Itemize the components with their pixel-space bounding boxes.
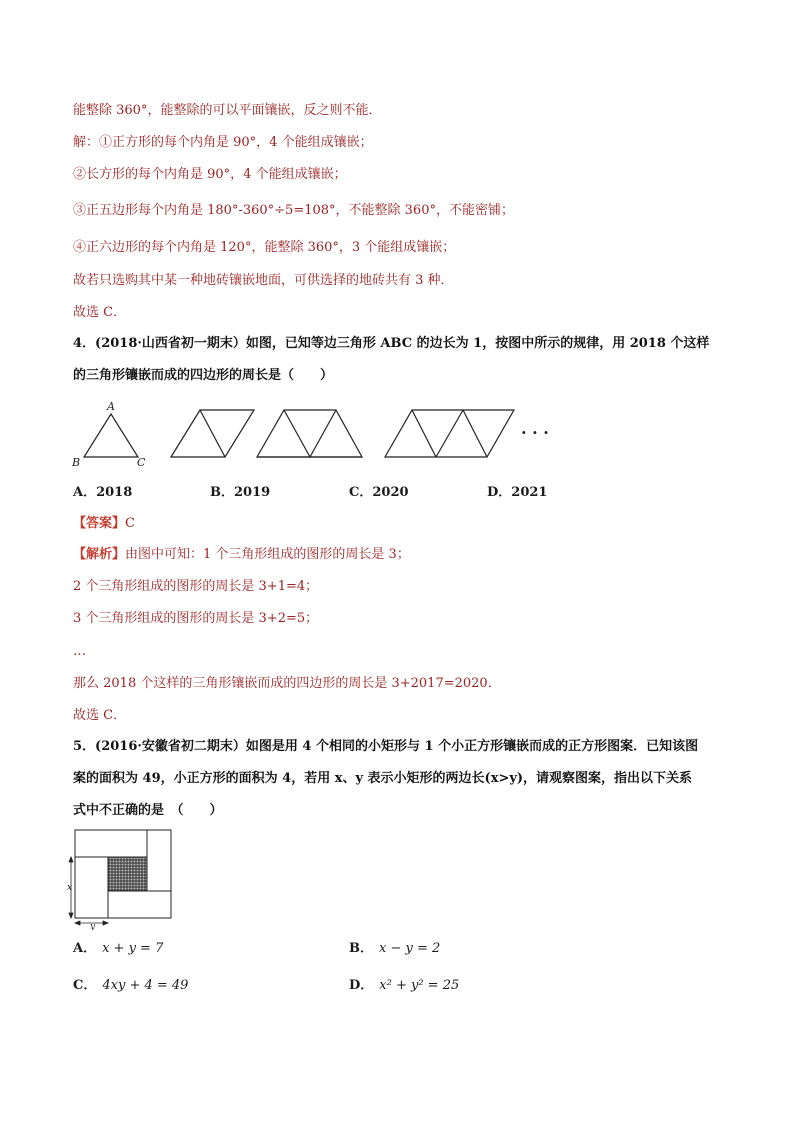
q4-analysis-line6: 故选 C． xyxy=(73,708,127,723)
prev-line-2: 解：①正方形的每个内角是 90°，4 个能组成镶嵌； xyxy=(73,135,373,150)
rect-top xyxy=(75,830,147,857)
rect-bottom xyxy=(108,891,171,918)
figure-three-triangles xyxy=(257,410,362,457)
label-c: C xyxy=(137,456,146,469)
label-b: B xyxy=(72,456,81,469)
q4-option-c: C．2020 xyxy=(349,485,409,500)
q4-stem-line1: 4．(2018·山西省初一期末）如图，已知等边三角形 ABC 的边长为 1，按图中所示的规律，用 2018 个这样 xyxy=(73,336,710,351)
q5-option-a: A． x + y = 7 xyxy=(73,941,164,956)
center-small-square xyxy=(108,857,147,891)
rect-right xyxy=(147,830,171,891)
prev-line-7: 故选 C． xyxy=(73,305,127,320)
prev-line-5: ④正六边形的每个内角是 120°，能整除 360°，3 个能组成镶嵌； xyxy=(73,240,456,255)
q4-option-b: B．2019 xyxy=(210,485,271,500)
q5-option-b: B． x − y = 2 xyxy=(349,941,441,956)
q5-stem-line1: 5．(2016·安徽省初二期末）如图是用 4 个相同的小矩形与 1 个小正方形镶嵌而成的正方形图案．已知该图 xyxy=(73,739,699,754)
q5-stem-line3: 式中不正确的是 （ ） xyxy=(73,803,223,818)
triangle-abc xyxy=(84,414,138,457)
prev-line-1: 能整除 360°，能整除的可以平面镶嵌，反之则不能． xyxy=(73,103,382,118)
q5-option-c: C． 4xy + 4 = 49 xyxy=(73,978,189,993)
q4-analysis-line3: 3 个三角形组成的图形的周长是 3+2=5； xyxy=(73,611,319,626)
q4-analysis-line4: … xyxy=(73,644,86,659)
continuation-dots: · · · xyxy=(521,423,549,442)
label-a: A xyxy=(107,400,115,413)
q5-stem-line2: 案的面积为 49，小正方形的面积为 4，若用 x、y 表示小矩形的两边长(x>y)，请观察图案，指出以下关系 xyxy=(73,771,693,786)
q5-square-figure xyxy=(66,826,176,930)
rect-left xyxy=(75,857,108,918)
q4-analysis-line1: 【解析】由图中可知：1 个三角形组成的图形的周长是 3； xyxy=(73,547,410,562)
prev-line-4: ③正五边形每个内角是 180°-360°÷5=108°，不能整除 360°，不能密铺； xyxy=(73,203,514,218)
q5-option-d: D． x² + y² = 25 xyxy=(349,978,460,993)
q4-analysis-line5: 那么 2018 个这样的三角形镶嵌而成的四边形的周长是 3+2017=2020． xyxy=(73,676,501,691)
q4-answer: 【答案】C xyxy=(73,516,135,531)
prev-line-6: 故若只选购其中某一种地砖镶嵌地面，可供选择的地砖共有 3 种． xyxy=(73,273,454,288)
q4-analysis-line2: 2 个三角形组成的图形的周长是 3+1=4； xyxy=(73,579,319,594)
prev-line-3: ②长方形的每个内角是 90°，4 个能组成镶嵌； xyxy=(73,167,347,182)
q4-stem-line2: 的三角形镶嵌而成的四边形的周长是（ ） xyxy=(73,368,334,383)
label-x: x xyxy=(67,883,73,893)
q4-option-a: A．2018 xyxy=(73,485,133,500)
q4-option-d: D．2021 xyxy=(487,485,548,500)
q4-triangle-figure xyxy=(66,396,556,476)
label-y: y xyxy=(90,922,96,930)
